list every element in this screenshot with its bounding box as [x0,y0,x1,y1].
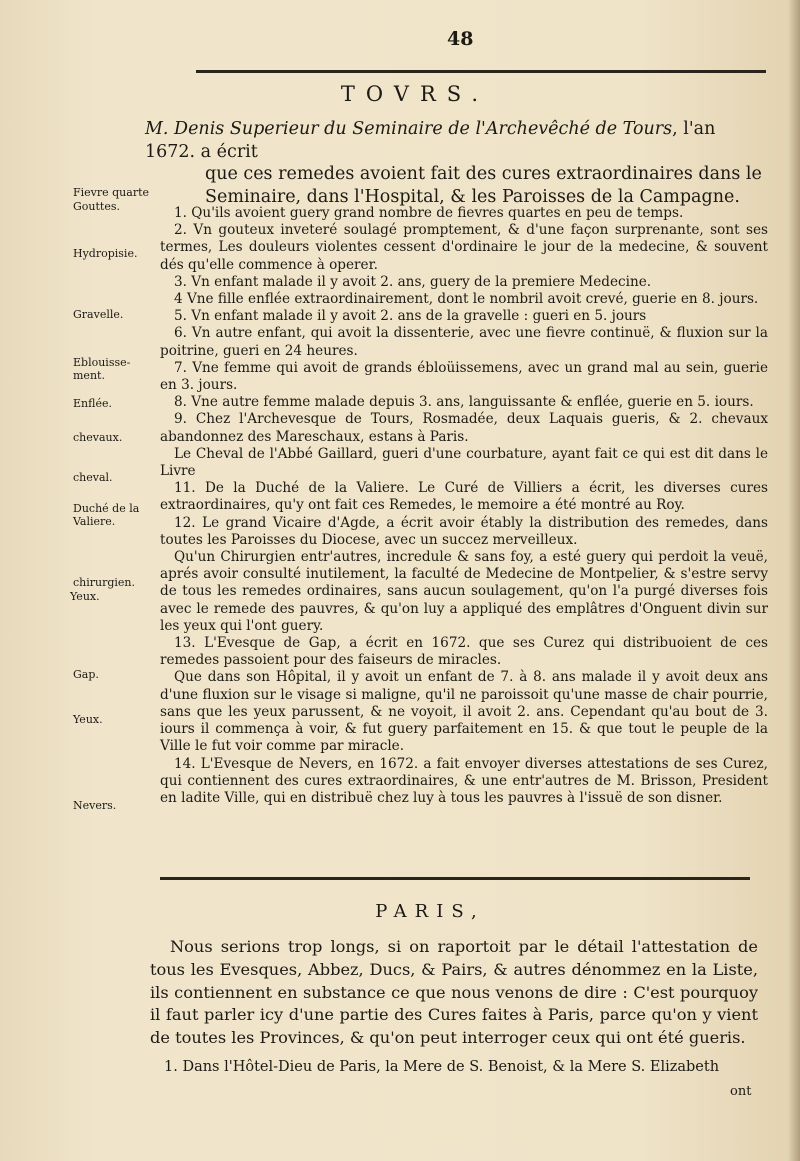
margin-note: Yeux. [73,713,103,726]
margin-note: Duché de la Valiere. [73,502,140,528]
list-item: Qu'un Chirurgien entr'autres, incredule & sans foy, a esté guery qui perdoit la veuë, aprés avoir consulté inutilement, la faculté de Medecine de Montpelier, & s'estre servy de tous les remedes ordinaires, sans aucun soulagement, qu'on l'a purgé diverses fois avec le remede des pauvres, & qu'on luy a appliqué des emplâtres d'Onguent divin sur les yeux qui l'ont guery. [160,549,768,634]
list-item: 1. Qu'ils avoient guery grand nombre de fievres quartes en peu de temps. [174,205,684,221]
list-item: 2. Vn gouteux inveteré soulagé promptement, & d'une façon surprenante, sont ses termes, Les douleurs violentes cessent d'ordinaire le jour de la medecine, & souvent dés qu'elle commence à operer. [160,222,768,273]
section-heading-paris: PARIS, [375,901,485,922]
margin-note: Enflée. [73,397,112,410]
catchword: ont [730,1084,752,1099]
intro-author: M. Denis Superieur du Seminaire de l'Archevêché de Tours [145,119,673,139]
paris-paragraph [150,936,758,1050]
top-rule [196,70,766,73]
page-gutter-shadow [788,0,800,1161]
margin-note: cheval. [73,471,113,484]
list-item: 5. Vn enfant malade il y avoit 2. ans de la gravelle : gueri en 5. jours [174,308,647,325]
list-item: 9. Chez l'Archevesque de Tours, Rosmadée, deux Laquais gueris, & 2. chevaux abandonnez des Mareschaux, estans à Paris. [160,411,768,445]
intro-line3: Seminaire, dans l'Hospital, & les Paroisses de la Campagne. [205,186,740,207]
page-number: 48 [447,28,474,50]
margin-note: Gap. [73,668,99,681]
cures-list [160,205,768,807]
margin-note: Fievre quarte [73,186,150,199]
intro-line1-rest: , l'an 1672. a écrit [145,119,716,162]
list-item: 4 Vne fille enflée extraordinairement, dont le nombril avoit crevé, guerie en 8. jours. [174,291,759,308]
margin-note: chirurgien. [73,576,136,589]
list-item: 11. De la Duché de la Valiere. Le Curé de Villiers a écrit, les diverses cures extraordinaires, qu'y ont fait ces Remedes, le memoire a été montré au Roy. [160,480,768,514]
intro-line2: que ces remedes avoient fait des cures extraordinaires dans le [205,164,762,184]
paris-text: Nous serions trop longs, si on raportoit par le détail l'attestation de tous les Evesques, Abbez, Ducs, & Pairs, & autres dénommez en la Liste, ils contiennent en substance ce que nous venons de dire : C'est pourquoy il faut parler icy d'une partie des Cures faites à Paris, parce qu'on y vient de toutes les Provinces, & qu'on peut interroger ceux qui ont été gueris. [150,937,758,1048]
list-item: 14. L'Evesque de Nevers, en 1672. a fait envoyer diverses attestations de ses Curez, qui contiennent des cures extraordinaires, & une entr'autres de M. Brisson, President en ladite Ville, qui en distribuë chez luy à tous les pauvres à l'issuë de son disner. [160,755,768,806]
margin-note: Eblouisse-ment. [73,356,131,382]
list-item: Le Cheval de l'Abbé Gaillard, gueri d'une courbature, ayant fait ce qui est dit dans le Livre [160,445,768,480]
section-heading-tours: TOVRS. [340,82,490,106]
list-item: 3. Vn enfant malade il y avoit 2. ans, guery de la premiere Medecine. [174,273,652,290]
list-item: 7. Vne femme qui avoit de grands ébloüissemens, avec un grand mal au sein, guerie en 3. jours. [160,359,768,394]
section-rule [160,877,750,880]
margin-note: Gouttes. [73,200,120,213]
margin-note: Nevers. [73,799,117,812]
intro-paragraph [145,118,770,208]
list-item: 8. Vne autre femme malade depuis 3. ans, languissante & enflée, guerie en 5. iours. [174,394,754,411]
list-item: 13. L'Evesque de Gap, a écrit en 1672. que ses Curez qui distribuoient de ces remedes passoient pour des faiseurs de miracles. [160,635,768,669]
margin-note: Hydropisie. [73,247,138,260]
margin-note: Gravelle. [73,308,124,321]
final-line: 1. Dans l'Hôtel-Dieu de Paris, la Mere de S. Benoist, & la Mere S. Elizabeth [164,1059,720,1075]
margin-note: chevaux. [73,431,123,444]
list-item: 6. Vn autre enfant, qui avoit la dissenterie, avec une fievre continuë, & fluxion sur la poitrine, gueri en 24 heures. [160,325,768,359]
list-item: 12. Le grand Vicaire d'Agde, a écrit avoir étably la distribution des remedes, dans toutes les Paroisses du Diocese, avec un succez merveilleux. [160,514,768,548]
margin-note: Yeux. [70,590,100,603]
list-item: Que dans son Hôpital, il y avoit un enfant de 7. à 8. ans malade il y avoit deux ans d'une fluxion sur le visage si maligne, qu'il ne paroissoit qu'une masse de chair pourrie, sans que les yeux parussent, & ne voyoit, il avoit 2. ans. Cependant qu'au bout de 3. iours il commença à voir, & fut guery parfaitement en 15. & que tout le peuple de la Ville le fut voir comme par miracle. [160,669,768,755]
final-item [150,1058,758,1077]
